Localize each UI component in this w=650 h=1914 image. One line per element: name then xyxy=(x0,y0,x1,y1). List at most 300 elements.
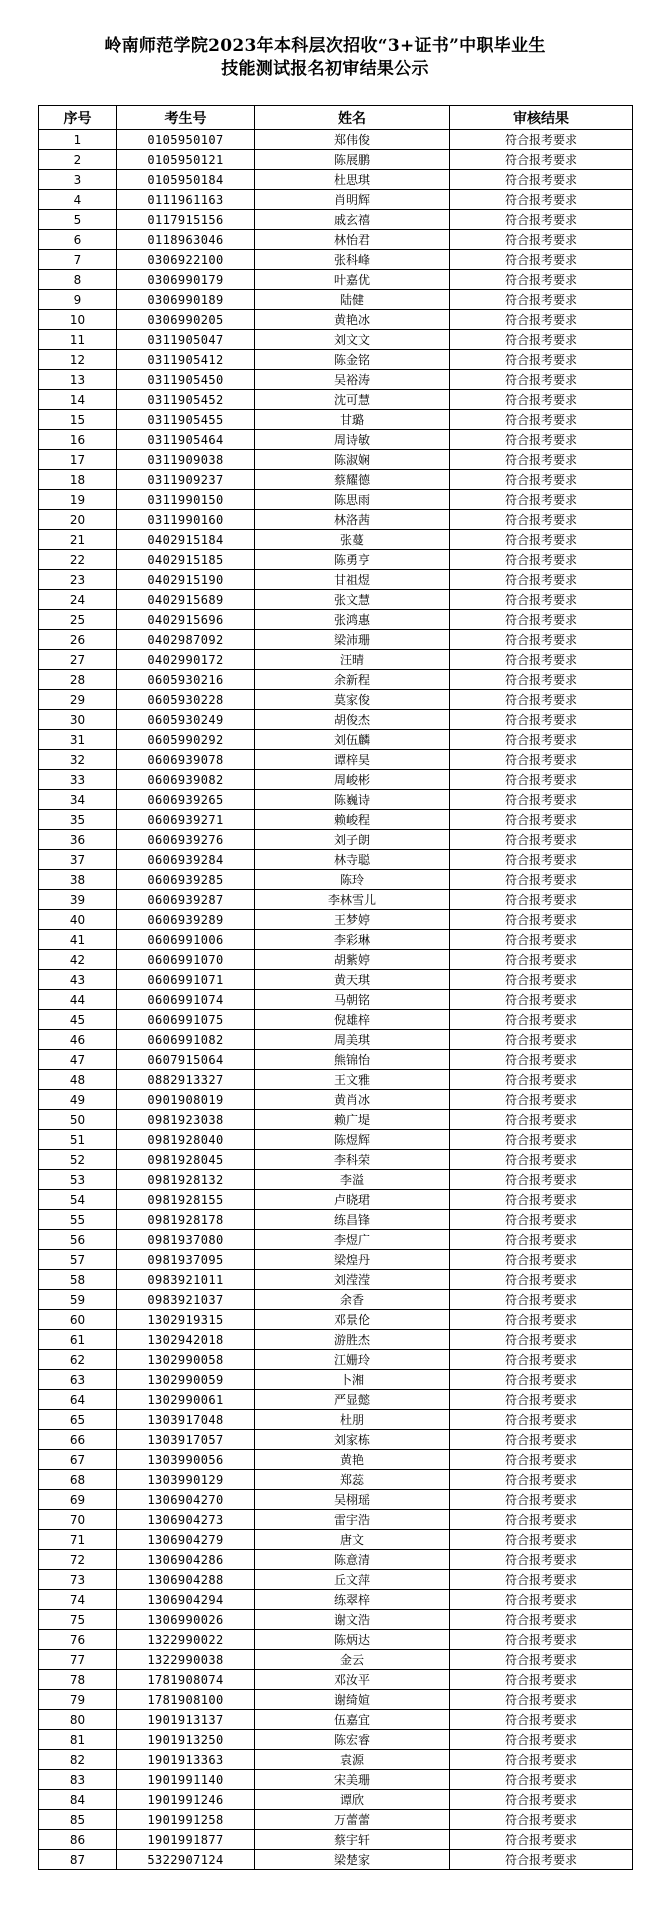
cell-name: 郑伟俊 xyxy=(255,130,450,150)
cell-result: 符合报考要求 xyxy=(450,790,633,810)
cell-result: 符合报考要求 xyxy=(450,270,633,290)
cell-name: 陈勇亨 xyxy=(255,550,450,570)
cell-name: 严显懿 xyxy=(255,1390,450,1410)
cell-exam-id: 0311905047 xyxy=(117,330,255,350)
table-row xyxy=(39,390,633,410)
cell-name: 王梦婷 xyxy=(255,910,450,930)
cell-result: 符合报考要求 xyxy=(450,190,633,210)
header-name: 姓名 xyxy=(255,106,450,130)
cell-name: 莫家俊 xyxy=(255,690,450,710)
cell-result: 符合报考要求 xyxy=(450,970,633,990)
cell-seq: 19 xyxy=(39,490,117,510)
cell-exam-id: 0306990189 xyxy=(117,290,255,310)
cell-name: 陈思雨 xyxy=(255,490,450,510)
cell-seq: 74 xyxy=(39,1590,117,1610)
table-row xyxy=(39,430,633,450)
cell-name: 李溢 xyxy=(255,1170,450,1190)
cell-seq: 78 xyxy=(39,1670,117,1690)
table-row xyxy=(39,1230,633,1250)
cell-name: 林寺聪 xyxy=(255,850,450,870)
cell-seq: 35 xyxy=(39,810,117,830)
cell-exam-id: 0402915185 xyxy=(117,550,255,570)
cell-exam-id: 0402915190 xyxy=(117,570,255,590)
cell-name: 刘子朗 xyxy=(255,830,450,850)
cell-name: 张科峰 xyxy=(255,250,450,270)
cell-result: 符合报考要求 xyxy=(450,390,633,410)
cell-result: 符合报考要求 xyxy=(450,630,633,650)
cell-seq: 49 xyxy=(39,1090,117,1110)
cell-seq: 24 xyxy=(39,590,117,610)
cell-seq: 41 xyxy=(39,930,117,950)
cell-exam-id: 1306904270 xyxy=(117,1490,255,1510)
table-row xyxy=(39,690,633,710)
cell-exam-id: 0402915184 xyxy=(117,530,255,550)
cell-name: 戚玄禧 xyxy=(255,210,450,230)
cell-name: 卢晓珺 xyxy=(255,1190,450,1210)
cell-result: 符合报考要求 xyxy=(450,550,633,570)
cell-exam-id: 1306904273 xyxy=(117,1510,255,1530)
table-row xyxy=(39,1490,633,1510)
cell-name: 谢文浩 xyxy=(255,1610,450,1630)
cell-result: 符合报考要求 xyxy=(450,610,633,630)
cell-result: 符合报考要求 xyxy=(450,490,633,510)
cell-name: 梁楚家 xyxy=(255,1850,450,1870)
cell-seq: 20 xyxy=(39,510,117,530)
cell-seq: 84 xyxy=(39,1790,117,1810)
cell-seq: 71 xyxy=(39,1530,117,1550)
cell-seq: 53 xyxy=(39,1170,117,1190)
cell-exam-id: 1781908100 xyxy=(117,1690,255,1710)
cell-exam-id: 1781908074 xyxy=(117,1670,255,1690)
cell-exam-id: 0605930249 xyxy=(117,710,255,730)
cell-result: 符合报考要求 xyxy=(450,1650,633,1670)
cell-exam-id: 1901991258 xyxy=(117,1810,255,1830)
cell-name: 谭梓昊 xyxy=(255,750,450,770)
cell-seq: 52 xyxy=(39,1150,117,1170)
cell-exam-id: 1901991246 xyxy=(117,1790,255,1810)
table-row xyxy=(39,150,633,170)
table-row xyxy=(39,1470,633,1490)
cell-exam-id: 0882913327 xyxy=(117,1070,255,1090)
cell-name: 郑蕊 xyxy=(255,1470,450,1490)
cell-name: 游胜杰 xyxy=(255,1330,450,1350)
cell-result: 符合报考要求 xyxy=(450,330,633,350)
cell-name: 练昌锋 xyxy=(255,1210,450,1230)
cell-result: 符合报考要求 xyxy=(450,1810,633,1830)
cell-exam-id: 1322990038 xyxy=(117,1650,255,1670)
table-row xyxy=(39,130,633,150)
cell-exam-id: 0306922100 xyxy=(117,250,255,270)
table-row xyxy=(39,1030,633,1050)
cell-result: 符合报考要求 xyxy=(450,130,633,150)
cell-result: 符合报考要求 xyxy=(450,1130,633,1150)
cell-name: 甘璐 xyxy=(255,410,450,430)
cell-result: 符合报考要求 xyxy=(450,1190,633,1210)
cell-result: 符合报考要求 xyxy=(450,670,633,690)
cell-result: 符合报考要求 xyxy=(450,1050,633,1070)
cell-exam-id: 0605930228 xyxy=(117,690,255,710)
table-row xyxy=(39,970,633,990)
table-row xyxy=(39,1790,633,1810)
table-row xyxy=(39,1050,633,1070)
cell-result: 符合报考要求 xyxy=(450,1510,633,1530)
cell-result: 符合报考要求 xyxy=(450,770,633,790)
cell-name: 叶嘉优 xyxy=(255,270,450,290)
table-row xyxy=(39,910,633,930)
cell-result: 符合报考要求 xyxy=(450,1270,633,1290)
cell-exam-id: 0118963046 xyxy=(117,230,255,250)
table-row xyxy=(39,1750,633,1770)
cell-name: 陈展鹏 xyxy=(255,150,450,170)
table-row xyxy=(39,1590,633,1610)
cell-name: 丘文萍 xyxy=(255,1570,450,1590)
cell-name: 周诗敏 xyxy=(255,430,450,450)
cell-name: 蔡宇轩 xyxy=(255,1830,450,1850)
cell-seq: 39 xyxy=(39,890,117,910)
cell-seq: 6 xyxy=(39,230,117,250)
cell-exam-id: 0606991006 xyxy=(117,930,255,950)
cell-seq: 36 xyxy=(39,830,117,850)
cell-seq: 33 xyxy=(39,770,117,790)
cell-exam-id: 0605930216 xyxy=(117,670,255,690)
cell-result: 符合报考要求 xyxy=(450,1690,633,1710)
cell-exam-id: 0105950107 xyxy=(117,130,255,150)
cell-name: 谭欣 xyxy=(255,1790,450,1810)
table-row xyxy=(39,610,633,630)
cell-exam-id: 0402987092 xyxy=(117,630,255,650)
cell-result: 符合报考要求 xyxy=(450,1350,633,1370)
cell-exam-id: 1306904294 xyxy=(117,1590,255,1610)
cell-seq: 40 xyxy=(39,910,117,930)
cell-seq: 4 xyxy=(39,190,117,210)
cell-seq: 7 xyxy=(39,250,117,270)
cell-exam-id: 1303990129 xyxy=(117,1470,255,1490)
table-row xyxy=(39,830,633,850)
cell-exam-id: 0605990292 xyxy=(117,730,255,750)
cell-result: 符合报考要求 xyxy=(450,410,633,430)
cell-exam-id: 0606939287 xyxy=(117,890,255,910)
cell-seq: 63 xyxy=(39,1370,117,1390)
cell-result: 符合报考要求 xyxy=(450,1490,633,1510)
cell-seq: 76 xyxy=(39,1630,117,1650)
table-row xyxy=(39,590,633,610)
cell-exam-id: 0606991070 xyxy=(117,950,255,970)
table-row xyxy=(39,770,633,790)
cell-exam-id: 0105950184 xyxy=(117,170,255,190)
cell-exam-id: 0983921011 xyxy=(117,1270,255,1290)
cell-name: 刘家栋 xyxy=(255,1430,450,1450)
cell-result: 符合报考要求 xyxy=(450,1110,633,1130)
cell-exam-id: 0981928155 xyxy=(117,1190,255,1210)
cell-name: 李科荣 xyxy=(255,1150,450,1170)
table-row xyxy=(39,1510,633,1530)
cell-exam-id: 0311905412 xyxy=(117,350,255,370)
cell-result: 符合报考要求 xyxy=(450,1290,633,1310)
table-row xyxy=(39,1330,633,1350)
cell-exam-id: 0607915064 xyxy=(117,1050,255,1070)
cell-name: 张蔓 xyxy=(255,530,450,550)
cell-result: 符合报考要求 xyxy=(450,250,633,270)
cell-exam-id: 0901908019 xyxy=(117,1090,255,1110)
cell-exam-id: 1306904279 xyxy=(117,1530,255,1550)
table-row xyxy=(39,1570,633,1590)
table-row xyxy=(39,410,633,430)
cell-seq: 50 xyxy=(39,1110,117,1130)
cell-name: 陈巍诗 xyxy=(255,790,450,810)
cell-exam-id: 1303917057 xyxy=(117,1430,255,1450)
cell-seq: 28 xyxy=(39,670,117,690)
cell-seq: 29 xyxy=(39,690,117,710)
cell-exam-id: 1901991140 xyxy=(117,1770,255,1790)
cell-result: 符合报考要求 xyxy=(450,510,633,530)
cell-result: 符合报考要求 xyxy=(450,1310,633,1330)
cell-seq: 75 xyxy=(39,1610,117,1630)
cell-exam-id: 1322990022 xyxy=(117,1630,255,1650)
cell-exam-id: 1306904286 xyxy=(117,1550,255,1570)
cell-seq: 77 xyxy=(39,1650,117,1670)
cell-exam-id: 0311990160 xyxy=(117,510,255,530)
results-table xyxy=(38,105,633,1870)
cell-name: 王文雅 xyxy=(255,1070,450,1090)
cell-result: 符合报考要求 xyxy=(450,910,633,930)
cell-result: 符合报考要求 xyxy=(450,1530,633,1550)
cell-seq: 55 xyxy=(39,1210,117,1230)
cell-result: 符合报考要求 xyxy=(450,830,633,850)
cell-seq: 67 xyxy=(39,1450,117,1470)
table-row xyxy=(39,930,633,950)
cell-seq: 83 xyxy=(39,1770,117,1790)
cell-exam-id: 0311990150 xyxy=(117,490,255,510)
cell-name: 汪晴 xyxy=(255,650,450,670)
cell-result: 符合报考要求 xyxy=(450,530,633,550)
cell-seq: 58 xyxy=(39,1270,117,1290)
cell-seq: 54 xyxy=(39,1190,117,1210)
cell-exam-id: 0606939078 xyxy=(117,750,255,770)
cell-result: 符合报考要求 xyxy=(450,870,633,890)
cell-exam-id: 0606939082 xyxy=(117,770,255,790)
cell-result: 符合报考要求 xyxy=(450,1730,633,1750)
cell-name: 宋美珊 xyxy=(255,1770,450,1790)
cell-exam-id: 0981928045 xyxy=(117,1150,255,1170)
cell-seq: 22 xyxy=(39,550,117,570)
cell-name: 梁沛珊 xyxy=(255,630,450,650)
table-row xyxy=(39,1550,633,1570)
cell-seq: 45 xyxy=(39,1010,117,1030)
cell-seq: 82 xyxy=(39,1750,117,1770)
cell-seq: 87 xyxy=(39,1850,117,1870)
cell-seq: 79 xyxy=(39,1690,117,1710)
table-row xyxy=(39,1170,633,1190)
table-row xyxy=(39,270,633,290)
cell-result: 符合报考要求 xyxy=(450,1010,633,1030)
cell-name: 谢绮媗 xyxy=(255,1690,450,1710)
cell-name: 陈金铭 xyxy=(255,350,450,370)
cell-result: 符合报考要求 xyxy=(450,650,633,670)
table-row xyxy=(39,1310,633,1330)
cell-seq: 15 xyxy=(39,410,117,430)
cell-result: 符合报考要求 xyxy=(450,470,633,490)
cell-result: 符合报考要求 xyxy=(450,430,633,450)
cell-exam-id: 1302990061 xyxy=(117,1390,255,1410)
cell-exam-id: 1901913363 xyxy=(117,1750,255,1770)
cell-name: 杜朋 xyxy=(255,1410,450,1430)
cell-name: 周峻彬 xyxy=(255,770,450,790)
cell-name: 林洛茜 xyxy=(255,510,450,530)
table-row xyxy=(39,1710,633,1730)
table-row xyxy=(39,670,633,690)
cell-name: 金云 xyxy=(255,1650,450,1670)
table-row xyxy=(39,450,633,470)
table-row xyxy=(39,1410,633,1430)
cell-result: 符合报考要求 xyxy=(450,1550,633,1570)
cell-seq: 42 xyxy=(39,950,117,970)
cell-seq: 9 xyxy=(39,290,117,310)
cell-name: 雷宇浩 xyxy=(255,1510,450,1530)
cell-result: 符合报考要求 xyxy=(450,1370,633,1390)
cell-exam-id: 0117915156 xyxy=(117,210,255,230)
cell-result: 符合报考要求 xyxy=(450,370,633,390)
table-header-row xyxy=(39,106,633,130)
cell-name: 刘伍麟 xyxy=(255,730,450,750)
cell-result: 符合报考要求 xyxy=(450,1450,633,1470)
cell-exam-id: 0981923038 xyxy=(117,1110,255,1130)
cell-seq: 8 xyxy=(39,270,117,290)
cell-name: 邓汝平 xyxy=(255,1670,450,1690)
cell-exam-id: 0981928040 xyxy=(117,1130,255,1150)
cell-name: 李彩琳 xyxy=(255,930,450,950)
cell-exam-id: 0606991082 xyxy=(117,1030,255,1050)
cell-name: 万蕾蕾 xyxy=(255,1810,450,1830)
table-row xyxy=(39,630,633,650)
cell-result: 符合报考要求 xyxy=(450,850,633,870)
table-row xyxy=(39,1350,633,1370)
cell-result: 符合报考要求 xyxy=(450,1230,633,1250)
cell-result: 符合报考要求 xyxy=(450,570,633,590)
cell-result: 符合报考要求 xyxy=(450,1330,633,1350)
cell-exam-id: 0606991075 xyxy=(117,1010,255,1030)
cell-result: 符合报考要求 xyxy=(450,230,633,250)
cell-name: 蔡耀德 xyxy=(255,470,450,490)
cell-name: 杜思琪 xyxy=(255,170,450,190)
cell-name: 陈意清 xyxy=(255,1550,450,1570)
cell-exam-id: 0402915696 xyxy=(117,610,255,630)
cell-name: 江姗玲 xyxy=(255,1350,450,1370)
cell-seq: 13 xyxy=(39,370,117,390)
cell-seq: 37 xyxy=(39,850,117,870)
cell-result: 符合报考要求 xyxy=(450,710,633,730)
cell-name: 陈玲 xyxy=(255,870,450,890)
cell-result: 符合报考要求 xyxy=(450,1790,633,1810)
cell-name: 周美琪 xyxy=(255,1030,450,1050)
table-row xyxy=(39,1070,633,1090)
cell-seq: 3 xyxy=(39,170,117,190)
cell-exam-id: 1302942018 xyxy=(117,1330,255,1350)
cell-seq: 2 xyxy=(39,150,117,170)
cell-exam-id: 0606991071 xyxy=(117,970,255,990)
header-seq: 序号 xyxy=(39,106,117,130)
cell-exam-id: 0105950121 xyxy=(117,150,255,170)
cell-exam-id: 0606939265 xyxy=(117,790,255,810)
cell-result: 符合报考要求 xyxy=(450,1750,633,1770)
cell-exam-id: 5322907124 xyxy=(117,1850,255,1870)
cell-seq: 18 xyxy=(39,470,117,490)
cell-exam-id: 0606939284 xyxy=(117,850,255,870)
cell-exam-id: 0402915689 xyxy=(117,590,255,610)
cell-exam-id: 0111961163 xyxy=(117,190,255,210)
cell-seq: 14 xyxy=(39,390,117,410)
cell-exam-id: 1302919315 xyxy=(117,1310,255,1330)
cell-name: 赖峻程 xyxy=(255,810,450,830)
table-row xyxy=(39,1690,633,1710)
cell-result: 符合报考要求 xyxy=(450,1090,633,1110)
cell-seq: 43 xyxy=(39,970,117,990)
table-row xyxy=(39,750,633,770)
table-row xyxy=(39,1190,633,1210)
cell-result: 符合报考要求 xyxy=(450,1410,633,1430)
cell-exam-id: 0981928132 xyxy=(117,1170,255,1190)
cell-exam-id: 0606939276 xyxy=(117,830,255,850)
table-row xyxy=(39,1290,633,1310)
cell-seq: 56 xyxy=(39,1230,117,1250)
cell-seq: 72 xyxy=(39,1550,117,1570)
cell-exam-id: 1901991877 xyxy=(117,1830,255,1850)
table-row xyxy=(39,730,633,750)
cell-result: 符合报考要求 xyxy=(450,450,633,470)
cell-result: 符合报考要求 xyxy=(450,1850,633,1870)
cell-name: 倪雄梓 xyxy=(255,1010,450,1030)
cell-result: 符合报考要求 xyxy=(450,730,633,750)
table-row xyxy=(39,170,633,190)
table-row xyxy=(39,890,633,910)
cell-exam-id: 0983921037 xyxy=(117,1290,255,1310)
cell-name: 刘滢滢 xyxy=(255,1270,450,1290)
cell-exam-id: 0306990205 xyxy=(117,310,255,330)
cell-result: 符合报考要求 xyxy=(450,210,633,230)
cell-result: 符合报考要求 xyxy=(450,1390,633,1410)
cell-name: 余新程 xyxy=(255,670,450,690)
cell-name: 袁源 xyxy=(255,1750,450,1770)
cell-seq: 85 xyxy=(39,1810,117,1830)
table-row xyxy=(39,790,633,810)
table-row xyxy=(39,850,633,870)
cell-exam-id: 0311905455 xyxy=(117,410,255,430)
table-row xyxy=(39,810,633,830)
cell-result: 符合报考要求 xyxy=(450,810,633,830)
cell-result: 符合报考要求 xyxy=(450,1070,633,1090)
cell-name: 邓景伦 xyxy=(255,1310,450,1330)
cell-exam-id: 0606991074 xyxy=(117,990,255,1010)
cell-exam-id: 0606939285 xyxy=(117,870,255,890)
cell-name: 陈煜辉 xyxy=(255,1130,450,1150)
cell-name: 张文慧 xyxy=(255,590,450,610)
table-row xyxy=(39,1370,633,1390)
cell-seq: 68 xyxy=(39,1470,117,1490)
title-line-1: 岭南师范学院2023年本科层次招收“3+证书”中职毕业生 xyxy=(104,36,546,56)
table-row xyxy=(39,1450,633,1470)
cell-name: 陈淑娴 xyxy=(255,450,450,470)
cell-seq: 32 xyxy=(39,750,117,770)
cell-exam-id: 1302990059 xyxy=(117,1370,255,1390)
table-row xyxy=(39,570,633,590)
table-row xyxy=(39,370,633,390)
cell-seq: 80 xyxy=(39,1710,117,1730)
cell-exam-id: 0606939289 xyxy=(117,910,255,930)
cell-result: 符合报考要求 xyxy=(450,1430,633,1450)
table-row xyxy=(39,210,633,230)
table-row xyxy=(39,1010,633,1030)
header-exam-id: 考生号 xyxy=(117,106,255,130)
cell-exam-id: 0981937095 xyxy=(117,1250,255,1270)
